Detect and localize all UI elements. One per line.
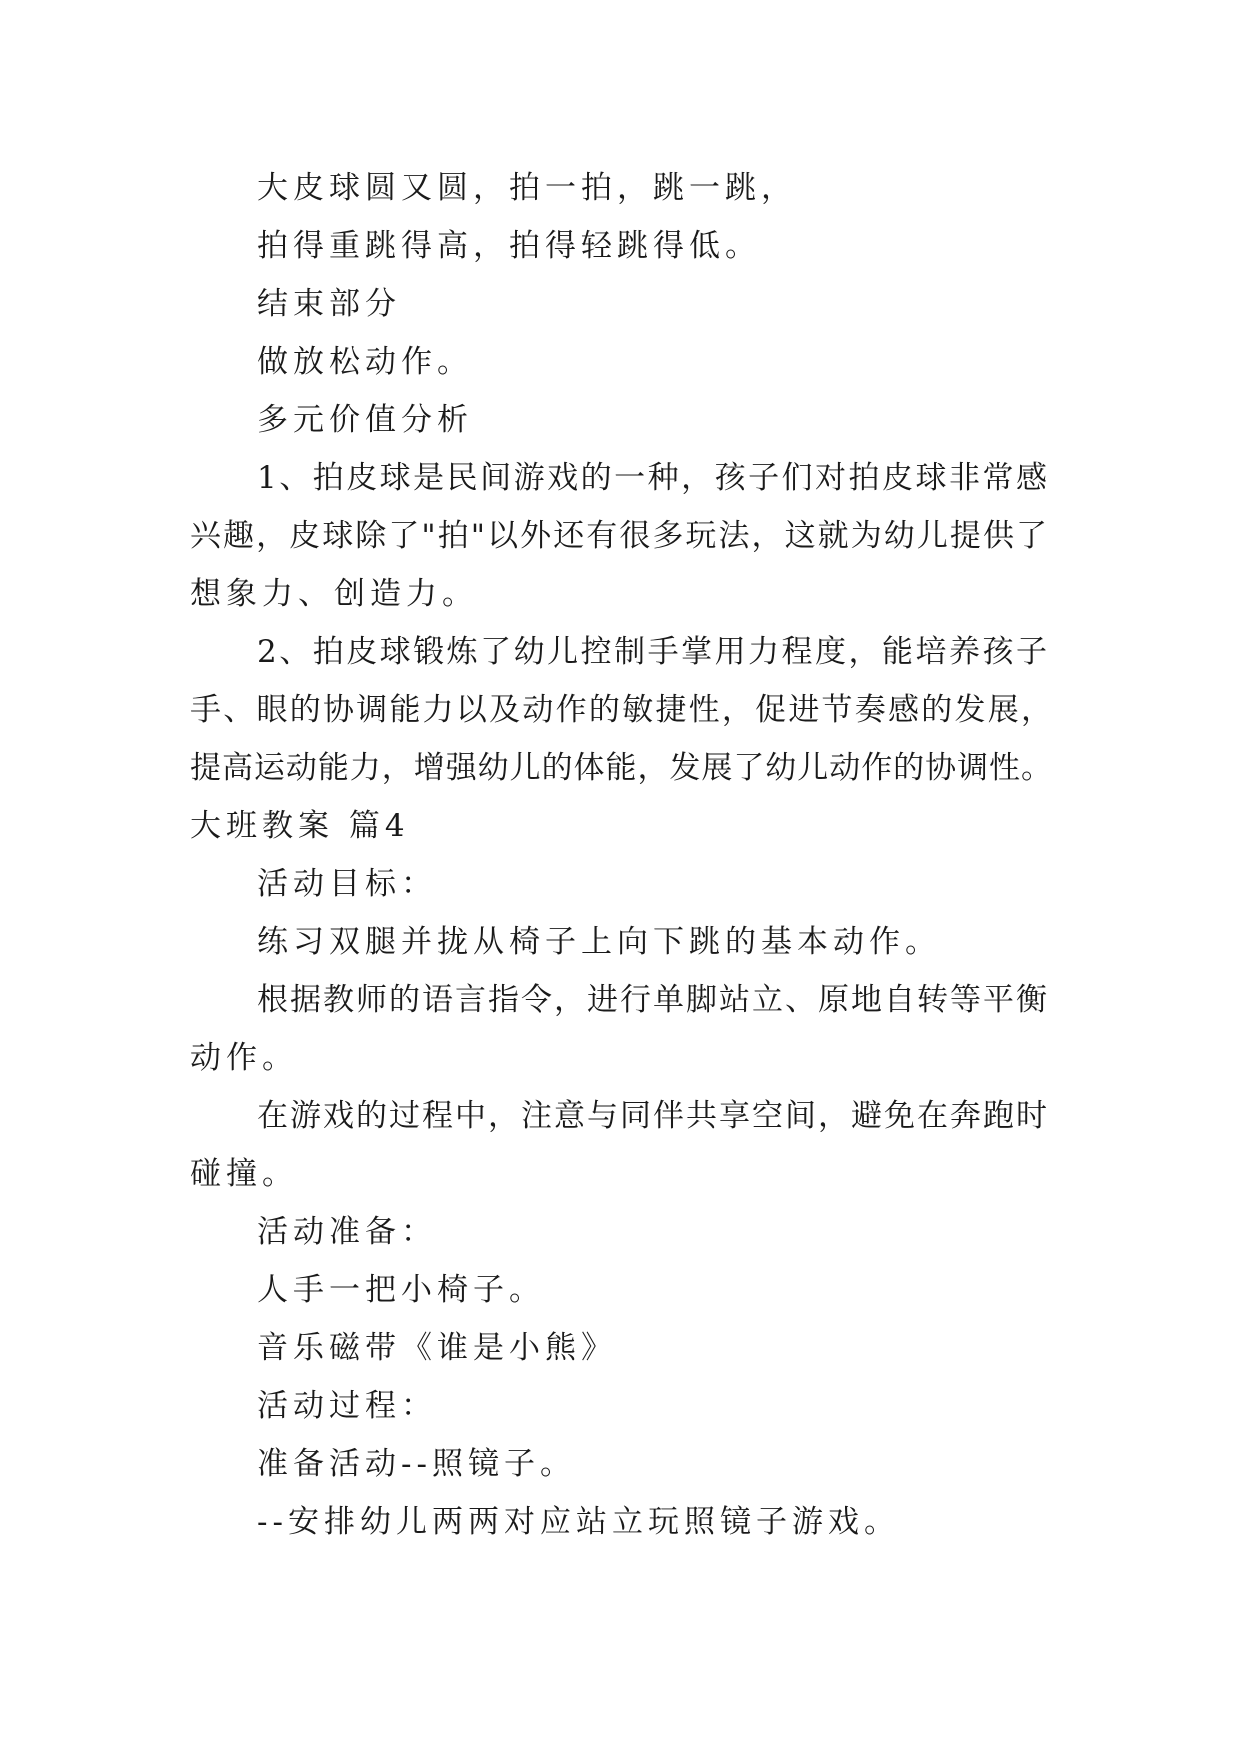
text-line-2: 拍得重跳得高，拍得轻跳得低。 bbox=[257, 228, 761, 264]
text-line-18: 碰撞。 bbox=[190, 1156, 298, 1192]
section-heading-process: 活动过程： bbox=[257, 1388, 437, 1424]
text-line-20: 人手一把小椅子。 bbox=[257, 1272, 545, 1308]
text-line-11: 提高运动能力，增强幼儿的体能，发展了幼儿动作的协调性。 bbox=[190, 750, 1052, 786]
section-heading-ending: 结束部分 bbox=[257, 286, 401, 322]
section-heading-objectives: 活动目标： bbox=[257, 866, 437, 902]
text-line-10: 手、眼的协调能力以及动作的敏捷性，促进节奏感的发展， bbox=[190, 692, 1052, 728]
text-line-1: 大皮球圆又圆，拍一拍，跳一跳， bbox=[257, 170, 797, 206]
text-line-21: 音乐磁带《谁是小熊》 bbox=[257, 1330, 617, 1366]
text-line-7: 兴趣，皮球除了"拍"以外还有很多玩法，这就为幼儿提供了 bbox=[190, 518, 1047, 554]
text-line-14: 练习双腿并拢从椅子上向下跳的基本动作。 bbox=[257, 924, 941, 960]
text-line-15: 根据教师的语言指令，进行单脚站立、原地自转等平衡 bbox=[257, 982, 1047, 1018]
text-line-16: 动作。 bbox=[190, 1040, 298, 1076]
text-line-8: 想象力、创造力。 bbox=[190, 576, 478, 612]
text-line-6: 1、拍皮球是民间游戏的一种，孩子们对拍皮球非常感 bbox=[257, 460, 1047, 496]
text-line-17: 在游戏的过程中，注意与同伴共享空间，避免在奔跑时 bbox=[257, 1098, 1047, 1134]
text-line-4: 做放松动作。 bbox=[257, 344, 473, 380]
section-title-lesson-4: 大班教案 篇4 bbox=[190, 808, 410, 844]
text-line-9: 2、拍皮球锻炼了幼儿控制手掌用力程度，能培养孩子 bbox=[257, 634, 1047, 670]
text-line-23: 准备活动--照镜子。 bbox=[257, 1446, 576, 1482]
section-heading-value-analysis: 多元价值分析 bbox=[257, 402, 473, 438]
section-heading-preparation: 活动准备： bbox=[257, 1214, 437, 1250]
text-line-24: --安排幼儿两两对应站立玩照镜子游戏。 bbox=[257, 1504, 900, 1540]
